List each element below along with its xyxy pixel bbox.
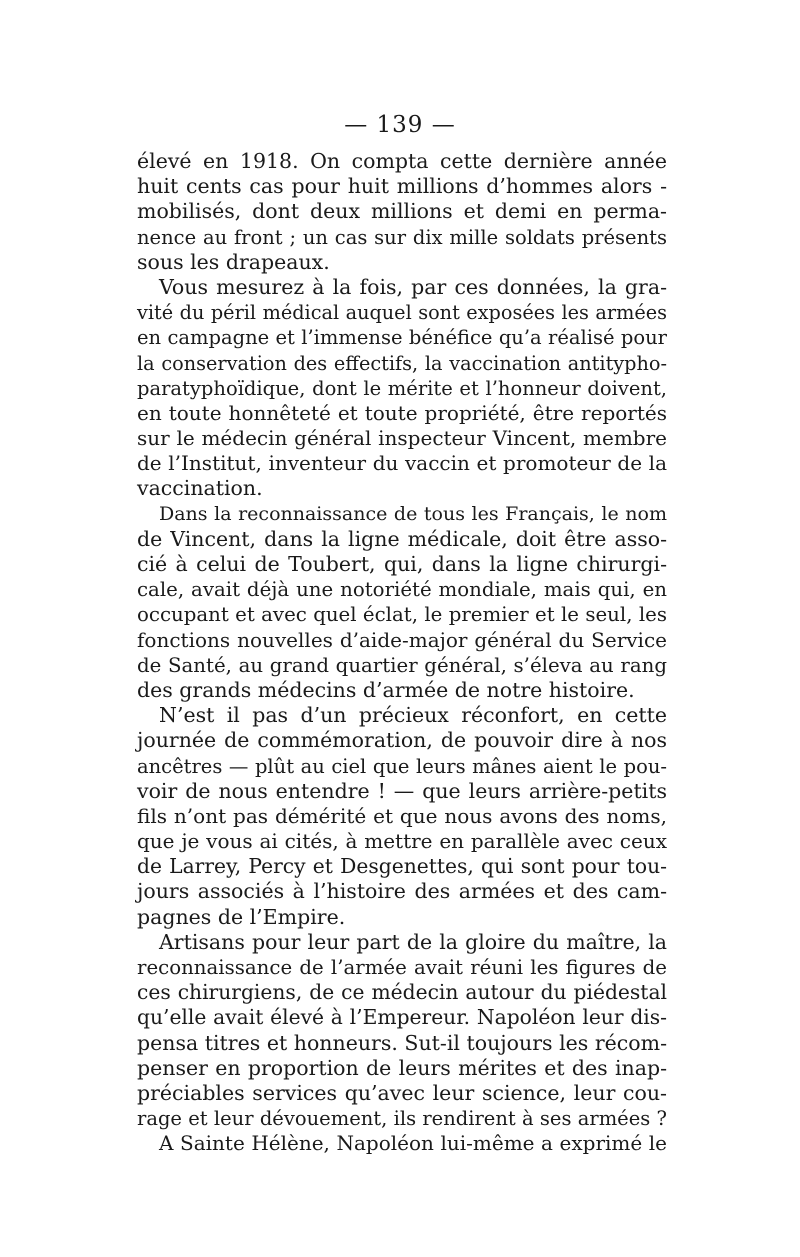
text-line: cale, avait déjà une notoriété mondiale, mais qui, en — [137, 578, 667, 602]
text-line: ces chirurgiens, de ce médecin autour du piédestal — [137, 980, 667, 1005]
text-line: de l’Institut, inventeur du vaccin et promoteur de la — [137, 451, 667, 476]
text-line: A Sainte Hélène, Napoléon lui-même a exprimé le — [159, 1131, 667, 1156]
text-line: des grands médecins d’armée de notre histoire. — [137, 677, 635, 702]
text-line: fils n’ont pas démérité et que nous avons des noms, — [137, 803, 667, 828]
text-line: reconnaissance de l’armée avait réuni les figures de — [137, 956, 667, 979]
text-line: vité du péril médical auquel sont exposées les armées — [137, 301, 667, 325]
text-line: journée de commémoration, de pouvoir dire à nos — [137, 728, 667, 753]
text-line: nence au front ; un cas sur dix mille soldats présents — [137, 225, 667, 249]
body-text — [137, 149, 667, 1157]
text-line: pagnes de l’Empire. — [137, 904, 346, 929]
text-line: Dans la reconnaissance de tous les Français, le nom — [159, 502, 667, 525]
text-line: que je vous ai cités, à mettre en parallèle avec ceux — [137, 829, 667, 854]
text-line: élevé en 1918. On compta cette dernière année — [137, 149, 667, 173]
text-line: penser en proportion de leurs mérites et des inap- — [137, 1055, 667, 1080]
text-line: en campagne et l’immense bénéfice qu’a réalisé pour — [137, 326, 667, 350]
text-line: de Santé, au grand quartier général, s’éleva au rang — [137, 653, 667, 677]
text-line: de Larrey, Percy et Desgenettes, qui sont pour tou- — [137, 854, 667, 879]
text-line: vaccination. — [137, 476, 263, 501]
text-line: Vous mesurez à la fois, par ces données, la gra- — [159, 274, 667, 299]
text-line: jours associés à l’histoire des armées et des cam- — [137, 879, 667, 904]
text-line: qu’elle avait élevé à l’Empereur. Napoléon leur dis- — [137, 1005, 667, 1030]
text-line: de Vincent, dans la ligne médicale, doit être asso- — [137, 526, 667, 551]
text-line: préciables services qu’avec leur science, leur cou- — [137, 1080, 667, 1105]
text-line: la conservation des effectifs, la vaccination antitypho- — [137, 351, 667, 375]
text-line: huit cents cas pour huit millions d’hommes alors - — [137, 174, 667, 199]
text-line: cié à celui de Toubert, qui, dans la ligne chirurgi- — [137, 552, 667, 576]
text-line: N’est il pas d’un précieux réconfort, en cette — [159, 703, 667, 728]
text-line: en toute honnêteté et toute propriété, être reportés — [137, 400, 667, 425]
text-line: sur le médecin général inspecteur Vincent, membre — [137, 426, 667, 451]
text-line: fonctions nouvelles d’aide-major général du Service — [137, 627, 667, 652]
text-line: Artisans pour leur part de la gloire du maître, la — [159, 929, 667, 954]
text-line: occupant et avec quel éclat, le premier et le seul, les — [137, 603, 667, 627]
text-line: voir de nous entendre ! — que leurs arrière-petits — [137, 778, 667, 803]
text-line: paratyphoïdique, dont le mérite et l’honneur doivent, — [137, 376, 667, 400]
text-line: ancêtres — plût au ciel que leurs mânes aient le pou- — [137, 754, 667, 778]
page-number: — 139 — — [344, 112, 456, 138]
text-line: sous les drapeaux. — [137, 249, 330, 274]
text-line: pensa titres et honneurs. Sut-il toujours les récom- — [137, 1030, 667, 1055]
text-line: rage et leur dévouement, ils rendirent à ses armées ? — [137, 1107, 667, 1131]
text-line: mobilisés, dont deux millions et demi en perma- — [137, 199, 667, 224]
